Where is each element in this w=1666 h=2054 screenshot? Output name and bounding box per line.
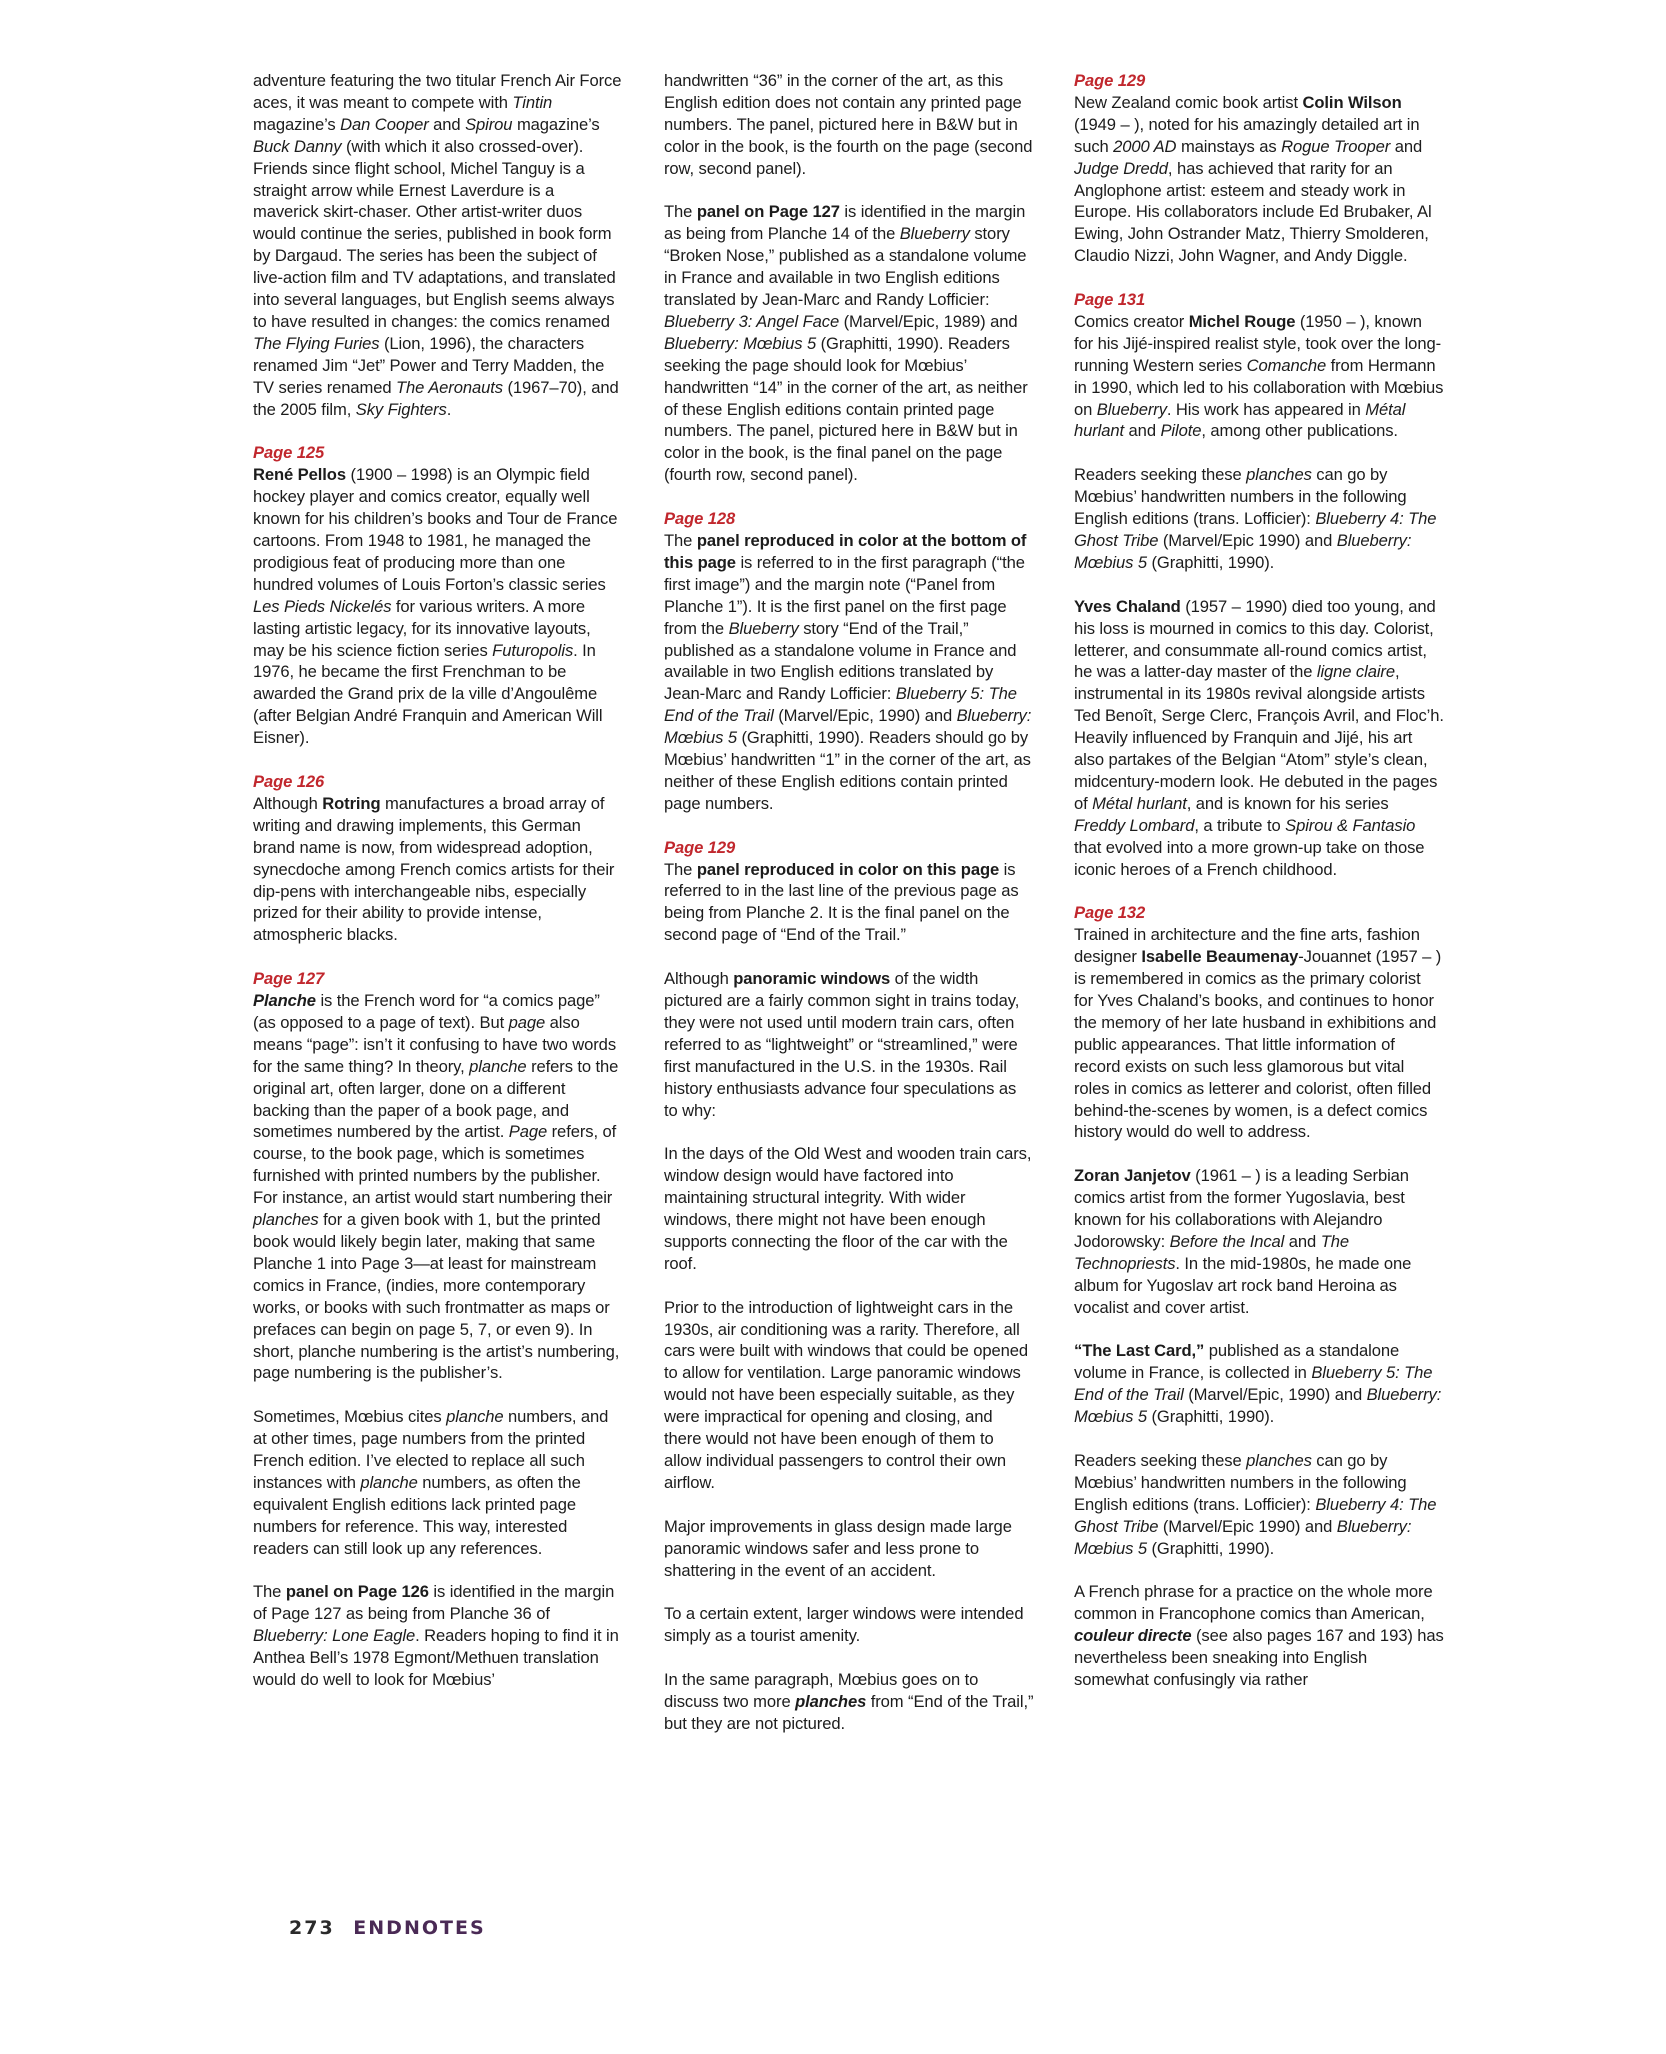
emphasis-text: Blueberry 4: The Ghost Tribe [1074,509,1437,550]
body-text: . [446,399,452,419]
endnote-paragraph [1074,464,1444,574]
endnote-paragraph [1074,289,1444,442]
body-text: (Marvel/Epic, 1990) and [1183,1385,1367,1405]
body-text: , instrumental in its 1980s revival alongside artists Ted Benoît, Serge Clerc, François Avril, and Floc’h. Heavily influenced by Franquin and Jijé, his art also partakes of the Belgian “Atom” style’s clean, midcentury-modern look. He debuted in the pages of [1074,662,1444,813]
endnote-paragraph [1074,596,1444,881]
body-text: To a certain extent, larger windows were intended simply as a tourist amenity. [664,1604,1024,1646]
emphasis-text: Blueberry [1096,399,1167,419]
endnote-paragraph [664,508,1034,815]
emphasis-text: planches [253,1210,319,1230]
emphasis-text: planches [1246,1450,1312,1470]
endnote-paragraph [253,442,623,749]
endnote-paragraph [1074,1581,1444,1691]
body-text: . In 1976, he became the first Frenchman to be awarded the Grand prix de la ville d’Angoulême (after Belgian André Franquin and American Will Eisner). [253,640,603,748]
body-text: (1961 – ) is a leading Serbian comics artist from the former Yugoslavia, best known for his collaborations with Alejandro Jodorowsky: [1074,1166,1409,1251]
page-footer [289,1917,486,1939]
endnote-paragraph [664,70,1034,180]
emphasis-text: Rogue Trooper [1281,136,1391,156]
emphasis-text: Rotring [322,793,381,813]
body-text: . Readers hoping to find it in Anthea Bell’s 1978 Egmont/Methuen translation would do well to look for Mœbius’ [253,1626,619,1690]
page-reference-heading: Page 126 [253,771,325,791]
endnote-paragraph [253,968,623,1384]
emphasis-text: Blueberry 5: The End of the Trail [664,684,1017,726]
emphasis-text: Blueberry 3: Angel Face [664,311,840,331]
emphasis-text: ligne claire [1316,662,1395,682]
body-text: (Graphitti, 1990). [1146,552,1275,572]
endnote-paragraph [664,1603,1034,1647]
body-text: Although [664,969,734,989]
emphasis-text: Judge Dredd [1074,158,1168,178]
body-text: Sometimes, Mœbius cites [253,1407,447,1427]
body-text: for various writers. A more lasting artistic legacy, for its innovative layouts, may be his science fiction series [253,596,591,660]
emphasis-text: planche [446,1407,504,1427]
endnote-paragraph [664,201,1034,486]
text-column-2 [664,70,1034,1757]
endnote-paragraph [253,1406,623,1559]
body-text: (see also pages 167 and 193) has nevertheless been sneaking into English somewhat confusingly via rather [1074,1626,1444,1690]
emphasis-text: Blueberry: Mœbius 5 [1074,1516,1412,1558]
emphasis-text: Métal hurlant [1092,793,1187,813]
body-text: published as a standalone volume in France, is collected in [1074,1341,1400,1383]
emphasis-text: planches [795,1691,867,1711]
endnote-paragraph [1074,1165,1444,1318]
body-text: manufactures a broad array of writing and drawing implements, this German brand name is now, from widespread adoption, synecdoche among French comics artists for their dip-pens with interchangeable nibs, especially prized for their ability to provide intense, atmospheric blacks. [253,793,615,945]
emphasis-text: Blueberry: Mœbius 5 [664,706,1032,748]
emphasis-text: Michel Rouge [1188,311,1296,331]
body-text: and [1284,1231,1321,1251]
emphasis-text: Colin Wilson [1302,92,1402,112]
emphasis-text: The Flying Furies [253,333,380,353]
body-text: (Marvel/Epic, 1990) and [773,706,957,726]
body-text: numbers, as often the equivalent English editions lack printed page numbers for reference. This way, interested readers can still look up any references. [253,1472,581,1558]
emphasis-text: Tintin [512,92,553,112]
emphasis-text: Blueberry: Lone Eagle [253,1626,416,1646]
endnote-paragraph [664,1669,1034,1735]
body-text: , and is known for his series [1186,793,1389,813]
endnote-paragraph [664,968,1034,1121]
body-text: refers to the original art, often larger, done on a different backing than the paper of a book page, and sometimes numbered by the artist. [253,1056,619,1142]
emphasis-text: panoramic windows [733,969,891,989]
emphasis-text: Blueberry: Mœbius 5 [1074,531,1412,572]
body-text: Major improvements in glass design made large panoramic windows safer and less prone to shattering in the event of an accident. [664,1516,1012,1580]
emphasis-text: Les Pieds Nickelés [253,596,392,616]
emphasis-text: “The Last Card,” [1074,1341,1205,1361]
body-text: The [253,1582,286,1602]
body-text: numbers, and at other times, page numbers from the printed French edition. I’ve elected to replace all such instances with [253,1407,609,1492]
body-text: The [664,531,697,550]
body-text: and [1390,136,1423,156]
body-text: also means “page”: isn’t it confusing to have two words for the same thing? In theory, [253,1012,617,1076]
emphasis-text: Futuropolis [492,640,574,660]
endnote-paragraph [1074,1450,1444,1560]
body-text: story “End of the Trail,” published as a standalone volume in France and available in two English editions translated by Jean-Marc and Randy Lofficier: [664,618,1017,704]
endnote-paragraph [664,1297,1034,1494]
body-text: Readers seeking these [1074,465,1247,485]
endnote-paragraph [1074,70,1444,267]
page-number: 273 [289,1917,335,1939]
body-text: that evolved into a more grown-up take on those iconic heroes of a French childhood. [1074,837,1425,879]
page-reference-heading: Page 131 [1074,290,1146,310]
body-text: (Graphitti, 1990). [1146,1407,1275,1427]
page-reference-heading: Page 127 [253,969,325,989]
text-column-1 [253,70,623,1713]
body-text: story “Broken Nose,” published as a standalone volume in France and available in two English editions translated by Jean-Marc and Randy Lofficier: [664,224,1027,310]
body-text: (1900 – 1998) is an Olympic field hockey player and comics creator, equally well known for his children’s books and Tour de France cartoons. From 1948 to 1981, he managed the prodigious feat of producing more than one hundred volumes of Louis Forton’s classic series [253,465,618,594]
body-text: (Marvel/Epic, 1989) and [839,311,1018,331]
body-text: Comics creator [1074,311,1189,331]
body-text: , a tribute to [1194,815,1286,835]
body-text: A French phrase for a practice on the whole more common in Francophone comics than American, [1074,1582,1433,1624]
emphasis-text: panel on Page 126 [285,1582,429,1602]
emphasis-text: Spirou [465,114,513,134]
body-text: (Marvel/Epic 1990) and [1158,531,1337,550]
emphasis-text: Dan Cooper [340,114,429,134]
body-text: Prior to the introduction of lightweight cars in the 1930s, air conditioning was a rarity. Therefore, all cars were built with windows that could be opened to allow for ventilation. Large panoramic windows would not have been especially suitable, as they were impractical for opening and closing, and there would not have been enough of them to allow individual passengers to control their own airflow. [664,1297,1029,1492]
body-text: magazine’s [253,114,341,134]
emphasis-text: Freddy Lombard [1074,815,1195,835]
emphasis-text: Blueberry 5: The End of the Trail [1074,1363,1433,1405]
emphasis-text: Isabelle Beaumenay [1141,947,1299,967]
emphasis-text: Page [508,1122,548,1142]
emphasis-text: Zoran Janjetov [1074,1166,1191,1186]
body-text: can go by Mœbius’ handwritten numbers in the following English editions (trans. Lofficier): [1074,1450,1407,1514]
body-text: mainstays as [1176,136,1282,156]
body-text: is referred to in the first paragraph (“the first image”) and the margin note (“Panel from Planche 1”). It is the first panel on the first page from the [664,552,1025,638]
body-text: refers, of course, to the book page, which is sometimes furnished with printed numbers by the publisher. For instance, an artist would start numbering their [253,1122,617,1208]
emphasis-text: Blueberry [728,618,799,638]
body-text: (1957 – 1990) died too young, and his loss is mourned in comics to this day. Colorist, letterer, and consummate all-round comics artist, he was a latter-day master of the [1074,596,1436,682]
body-text: -Jouannet (1957 – ) is remembered in comics as the primary colorist for Yves Chaland’s books, and continues to honor the memory of her late husband in exhibitions and public appearances. That little information of record exists on such less glamorous but vital roles in comics as letterer and colorist, often filled behind-the-scenes by women, is a defect comics history would do well to address. [1074,947,1442,1142]
emphasis-text: panel reproduced in color at the bottom of this page [664,531,1027,572]
endnote-paragraph [253,1581,623,1691]
body-text: from Hermann in 1990, which led to his collaboration with Mœbius on [1074,355,1444,419]
emphasis-text: The Aeronauts [396,377,503,397]
body-text: New Zealand comic book artist [1074,92,1303,112]
emphasis-text: Sky Fighters [355,399,447,419]
section-label: ENDNOTES [353,1917,486,1939]
emphasis-text: Blueberry: Mœbius 5 [1074,1385,1442,1427]
body-text: for a given book with 1, but the printed book would likely begin later, making that same Planche 1 into Page 3—at least for mainstream comics in France, (indies, more contemporary works, or books with such frontmatter as maps or prefaces can begin on page 5, 7, or even 9). In short, planche numbering is the artist’s numbering, page numbering is the publisher’s. [253,1210,620,1383]
body-text: In the days of the Old West and wooden train cars, window design would have factored into maintaining structural integrity. With wider windows, there might not have been enough supports connecting the floor of the car with the roof. [664,1144,1032,1273]
endnote-paragraph [1074,1340,1444,1428]
emphasis-text: Planche [253,991,316,1011]
emphasis-text: planche [360,1472,418,1492]
body-text: (Marvel/Epic 1990) and [1158,1516,1337,1536]
body-text: In the same paragraph, Mœbius goes on to discuss two more [664,1670,979,1711]
body-text: and [428,114,466,134]
emphasis-text: panel reproduced in color on this page [696,859,1000,879]
text-column-3 [1074,70,1444,1713]
emphasis-text: The Technopriests [1074,1231,1349,1273]
emphasis-text: couleur directe [1074,1626,1192,1646]
emphasis-text: Before the Incal [1169,1231,1285,1251]
emphasis-text: Comanche [1246,355,1327,375]
page-reference-heading: Page 129 [664,837,736,857]
body-text: and [1124,421,1161,441]
body-text: handwritten “36” in the corner of the art, as this English edition does not contain any printed page numbers. The panel, pictured here in B&W but in color in the book, is the fourth on the page (second row, second panel). [664,71,1033,178]
emphasis-text: Blueberry 4: The Ghost Tribe [1074,1494,1437,1536]
body-text: (1949 – ), noted for his amazingly detailed art in such [1074,114,1420,156]
body-text: (Lion, 1996), the characters renamed Jim “Jet” Power and Terry Madden, the TV series renamed [253,333,605,397]
endnote-paragraph [664,1516,1034,1582]
body-text: adventure featuring the two titular French Air Force aces, it was meant to compete with [253,71,622,112]
body-text: is referred to in the last line of the previous page as being from Planche 2. It is the final panel on the second page of “End of the Trail.” [664,859,1019,945]
body-text: magazine’s [512,114,600,134]
body-text: The [664,859,697,879]
endnote-paragraph [253,771,623,946]
body-text: can go by Mœbius’ handwritten numbers in the following English editions (trans. Lofficier): [1074,465,1407,529]
endnote-paragraph [664,1143,1034,1274]
body-text: . His work has appeared in [1166,399,1366,419]
body-text: Readers seeking these [1074,1450,1247,1470]
body-text: from “End of the Trail,” but they are not pictured. [664,1691,1034,1733]
emphasis-text: page [508,1012,546,1032]
body-text: Although [253,793,323,813]
body-text: (1950 – ), known for his Jijé-inspired realist style, took over the long-running Western series [1074,311,1441,375]
emphasis-text: Pilote [1160,421,1202,441]
emphasis-text: planche [469,1056,527,1076]
emphasis-text: 2000 AD [1113,136,1177,156]
emphasis-text: Blueberry: Mœbius 5 [664,333,817,353]
page-reference-heading: Page 129 [1074,71,1146,90]
endnote-paragraph [1074,902,1444,1143]
page-reference-heading: Page 132 [1074,903,1146,923]
emphasis-text: René Pellos [253,465,346,485]
emphasis-text: Blueberry [899,224,970,244]
page-reference-heading: Page 128 [664,509,736,529]
emphasis-text: Buck Danny [253,136,342,156]
body-text: , has achieved that rarity for an Anglophone artist: esteem and steady work in Europe. His collaborators include Ed Brubaker, Al Ewing, John Ostrander Matz, Thierry Smolderen, Claudio Nizzi, John Wagner, and Andy Diggle. [1074,158,1432,266]
body-text: The [664,202,697,222]
body-text: (1967–70), and the 2005 film, [253,377,619,419]
body-text: , among other publications. [1201,421,1398,441]
emphasis-text: Spirou & Fantasio [1285,815,1416,835]
body-text: is identified in the margin as being from Planche 14 of the [664,202,1026,244]
emphasis-text: Yves Chaland [1074,596,1181,616]
emphasis-text: Métal hurlant [1074,399,1406,441]
body-text: (Graphitti, 1990). [1146,1538,1275,1558]
emphasis-text: panel on Page 127 [696,202,840,222]
body-text: (Graphitti, 1990). Readers should go by Mœbius’ handwritten “1” in the corner of the art, as neither of these English editions contain printed page numbers. [664,728,1031,813]
body-text: is identified in the margin of Page 127 as being from Planche 36 of [253,1582,615,1624]
body-text: Trained in architecture and the fine arts, fashion designer [1074,925,1420,967]
endnote-paragraph [253,70,623,421]
body-text: of the width pictured are a fairly common sight in trains today, they were not used until modern train cars, often referred to as “lightweight” or “streamlined,” were first manufactured in the U.S. in the 1930s. Rail history enthusiasts advance four speculations as to why: [664,969,1020,1120]
body-text: (with which it also crossed-over). Friends since flight school, Michel Tanguy is a straight arrow while Ernest Laverdure is a maverick skirt-chaser. Other artist-writer duos would continue the series, published in book form by Dargaud. The series has been the subject of live-action film and TV adaptations, and translated into several languages, but English seems always to have resulted in changes: the comics renamed [253,136,616,331]
emphasis-text: planches [1246,465,1312,485]
body-text: (Graphitti, 1990). Readers seeking the page should look for Mœbius’ handwritten “14” in the corner of the art, as neither of these English editions contain printed page numbers. The panel, pictured here in B&W but in color in the book, is the final panel on the page (fourth row, second panel). [664,333,1028,485]
body-text: is the French word for “a comics page” (as opposed to a page of text). But [253,991,600,1032]
body-text: . In the mid-1980s, he made one album for Yugoslav art rock band Heroina as vocalist and cover artist. [1074,1253,1412,1317]
endnote-paragraph [664,837,1034,947]
page-reference-heading: Page 125 [253,443,325,463]
